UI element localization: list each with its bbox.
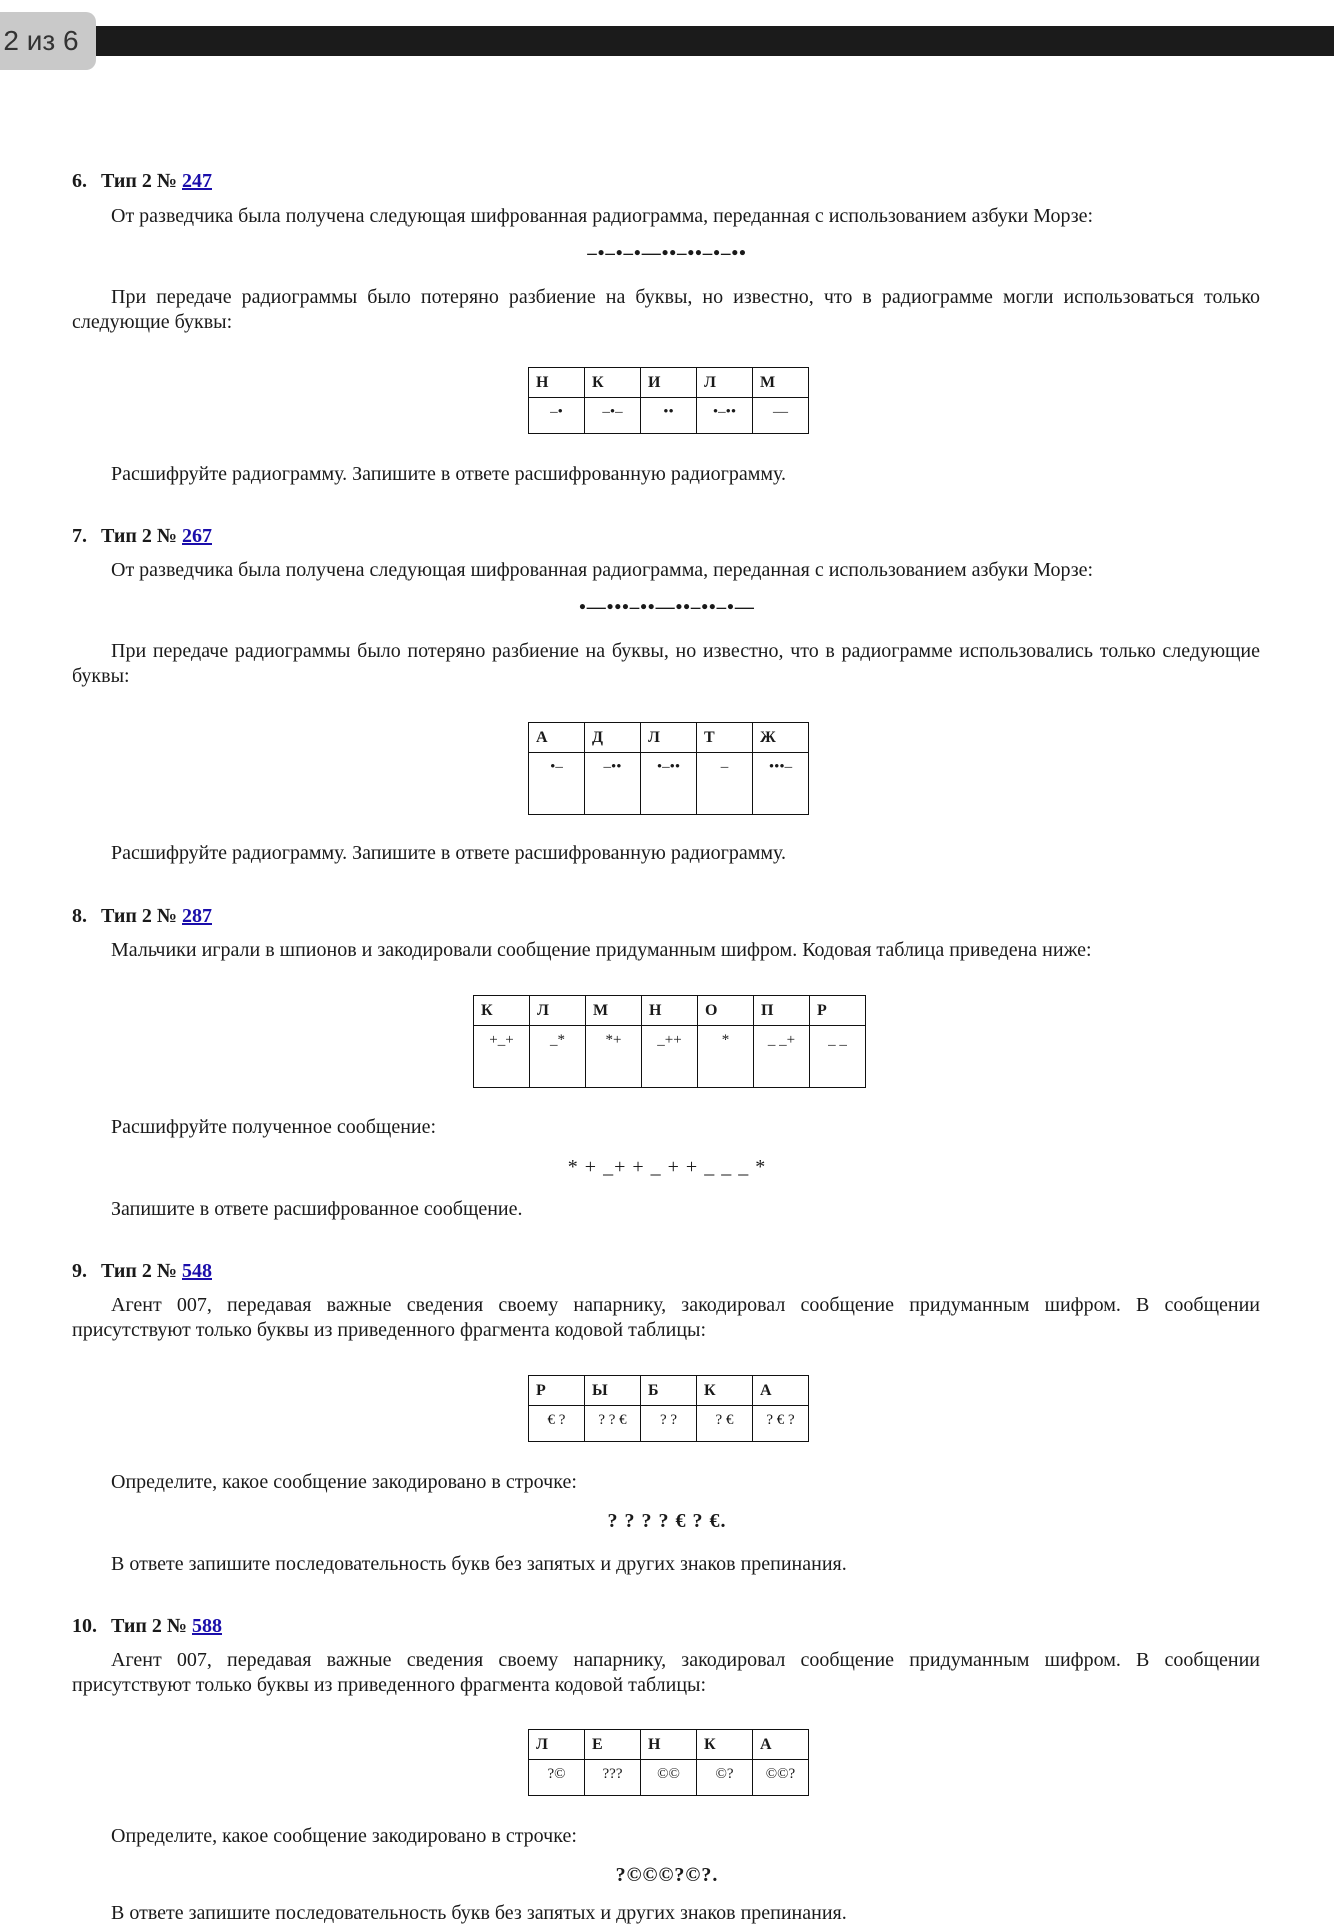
problem-id-link[interactable]: 287 [182,905,212,927]
problem-intro: Агент 007, передавая важные сведения своему напарнику, закодировал сообщение придуманным шифром. В сообщении присутствуют только буквы из приведенного фрагмента кодовой таблицы: [72,1294,1260,1341]
code-table [528,722,809,815]
code-value: – [697,753,753,815]
code-value: –•– [585,398,641,434]
problem-8-heading [72,905,212,928]
code-value: ©? [697,1760,753,1796]
code-letter: Б [641,1376,697,1406]
code-value: ? € ? [753,1406,809,1442]
code-letter: А [753,1376,809,1406]
problem-type: Тип 2 № [101,170,177,192]
problem-prompt: Определите, какое сообщение закодировано в строчке: [111,1825,577,1847]
code-table [473,995,866,1088]
code-table [528,1375,809,1442]
problem-id-link[interactable]: 548 [182,1260,212,1282]
code-table [528,367,809,434]
code-value: _ _+ [754,1026,810,1088]
code-letter: Л [697,368,753,398]
code-letter: Н [641,1730,697,1760]
problem-type: Тип 2 № [101,525,177,547]
problem-intro: Мальчики играли в шпионов и закодировали сообщение придуманным шифром. Кодовая таблица приведена ниже: [111,939,1092,961]
code-letter: М [586,996,642,1026]
code-value: _* [530,1026,586,1088]
morse-message: •—•••–••—••–••–•— [579,597,755,618]
problem-6-heading [72,170,212,193]
problem-id-link[interactable]: 267 [182,525,212,547]
code-letter: Л [530,996,586,1026]
problem-task: В ответе запишите последовательность букв без запятых и других знаков препинания. [111,1902,847,1924]
code-letter: Д [585,723,641,753]
code-value: € ? [529,1406,585,1442]
code-value: — [753,398,809,434]
code-letter: Р [810,996,866,1026]
code-letter: Л [641,723,697,753]
problem-10-heading [72,1615,222,1638]
code-value: •– [529,753,585,815]
problem-number: 7. [72,525,87,547]
code-value: ©©? [753,1760,809,1796]
code-letter: Р [529,1376,585,1406]
problem-type: Тип 2 № [101,1260,177,1282]
problem-id-link[interactable]: 247 [182,170,212,192]
code-letter: К [585,368,641,398]
code-letter: Н [529,368,585,398]
code-letter: О [698,996,754,1026]
cipher-message: * + _+ + _ + + _ _ _ * [567,1156,767,1178]
problem-prompt: Определите, какое сообщение закодировано в строчке: [111,1471,577,1493]
code-value: *+ [586,1026,642,1088]
code-letter: Ы [585,1376,641,1406]
code-value: –• [529,398,585,434]
viewer-top-bar [0,26,1334,56]
code-letter: А [753,1730,809,1760]
code-value: –•• [585,753,641,815]
code-value: ? € [697,1406,753,1442]
problem-id-link[interactable]: 588 [192,1615,222,1637]
code-letter: Т [697,723,753,753]
problem-number: 9. [72,1260,87,1282]
code-value: * [698,1026,754,1088]
code-letter: К [697,1376,753,1406]
problem-type: Тип 2 № [101,905,177,927]
problem-number: 6. [72,170,87,192]
problem-task: Расшифруйте радиограмму. Запишите в ответе расшифрованную радиограмму. [111,463,787,485]
cipher-message: ?©©©?©?. [615,1864,719,1886]
problem-intro: От разведчика была получена следующая шифрованная радиограмма, переданная с использованием азбуки Морзе: [111,205,1094,227]
problem-intro: От разведчика была получена следующая шифрованная радиограмма, переданная с использованием азбуки Морзе: [111,559,1094,581]
code-value: •• [641,398,697,434]
problem-9-heading [72,1260,212,1283]
code-letter: Ж [753,723,809,753]
code-value: _ _ [810,1026,866,1088]
code-letter: Н [642,996,698,1026]
problem-task: Расшифруйте радиограмму. Запишите в ответе расшифрованную радиограмму. [111,842,787,864]
code-value: •••– [753,753,809,815]
problem-task: В ответе запишите последовательность букв без запятых и других знаков препинания. [111,1553,847,1575]
problem-number: 8. [72,905,87,927]
code-value: +_+ [474,1026,530,1088]
code-value: ©© [641,1760,697,1796]
code-letter: И [641,368,697,398]
code-value: •–•• [641,753,697,815]
problem-prompt: Расшифруйте полученное сообщение: [111,1116,437,1138]
problem-type: Тип 2 № [111,1615,187,1637]
code-letter: К [474,996,530,1026]
code-letter: Л [529,1730,585,1760]
code-letter: П [754,996,810,1026]
code-value: ? ? € [585,1406,641,1442]
problem-number: 10. [72,1615,97,1637]
problem-note: При передаче радиограммы было потеряно разбиение на буквы, но известно, что в радиограмме использовались только следующие буквы: [72,640,1260,687]
code-letter: А [529,723,585,753]
morse-message: –•–•–•—••–••–•–•• [587,243,747,264]
problem-intro: Агент 007, передавая важные сведения своему напарнику, закодировал сообщение придуманным шифром. В сообщении присутствуют только буквы из приведенного фрагмента кодовой таблицы: [72,1649,1260,1696]
code-value: ? ? [641,1406,697,1442]
code-letter: Е [585,1730,641,1760]
code-value: _++ [642,1026,698,1088]
code-value: ?© [529,1760,585,1796]
code-value: ??? [585,1760,641,1796]
cipher-message: ? ? ? ? € ? €. [607,1510,727,1532]
code-value: •–•• [697,398,753,434]
code-table [528,1729,809,1796]
problem-note: При передаче радиограммы было потеряно разбиение на буквы, но известно, что в радиограмме могли использоваться только следующие буквы: [72,286,1260,333]
problem-task: Запишите в ответе расшифрованное сообщение. [111,1198,523,1220]
code-letter: М [753,368,809,398]
code-letter: К [697,1730,753,1760]
page-indicator: 2 из 6 [0,12,96,70]
problem-7-heading [72,525,212,548]
